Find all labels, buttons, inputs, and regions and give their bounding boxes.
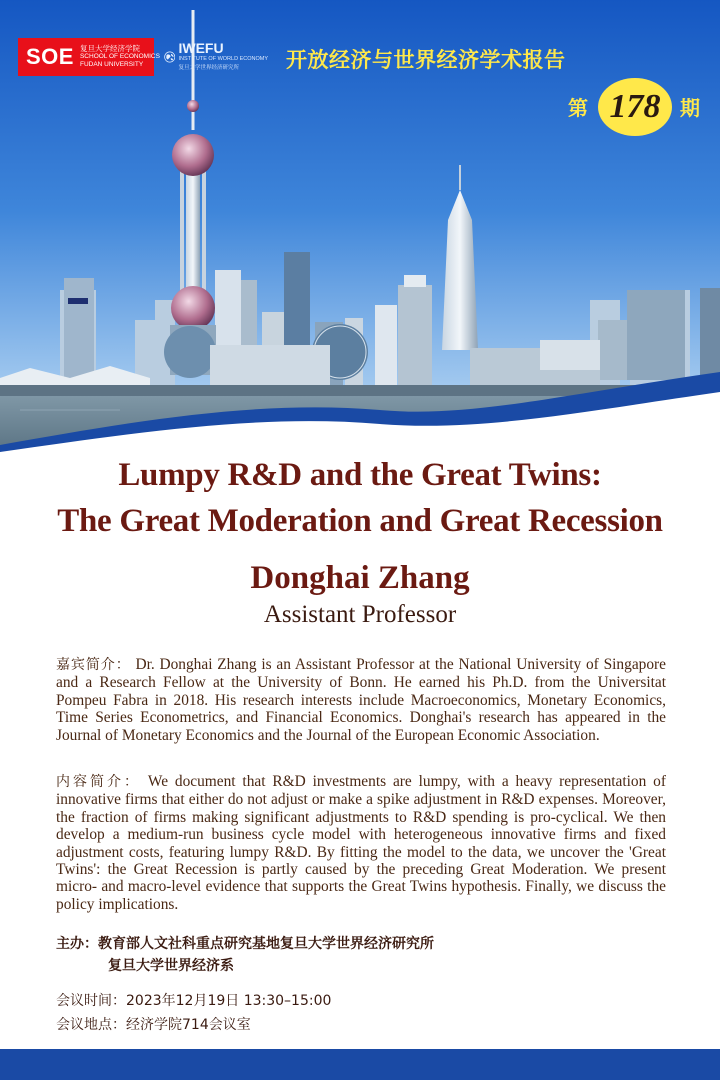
header-banner bbox=[0, 0, 720, 470]
talk-title-line-1: Lumpy R&D and the Great Twins: bbox=[118, 457, 602, 493]
venue-value: 经济学院714会议室 bbox=[126, 1017, 251, 1033]
host-organizer-2: 复旦大学世界经济系 bbox=[108, 958, 234, 974]
host-label: 主办： bbox=[56, 936, 98, 952]
talk-abstract bbox=[56, 773, 666, 913]
abstract-text: We document that R&D investments are lumpy, with a heavy representation of innovative firms that either do not adjust or make a spike adjustment in R&D expenses. Moreover, the fraction of firms making significant adjustments to R&D spending is pro-cyclical. We then develop a medium-run business cycle model with heterogeneous innovative firms and fixed adjustment costs, featuring lumpy R&D. By fitting the model to the data, we uncover the 'Great Twins': the Great Recession is partly caused by the preceding Great Moderation. We present micro- and macro-level evidence that supports the Great Twins hypothesis. Finally, we discuss the policy implications. bbox=[56, 773, 666, 913]
host-line-2 bbox=[108, 955, 234, 977]
soe-logo-subtitle: 复旦大学经济学院 SCHOOL OF ECONOMICS FUDAN UNIVERSITY bbox=[79, 44, 160, 68]
issue-badge bbox=[568, 78, 708, 138]
footer-bar bbox=[0, 1049, 720, 1080]
time-value: 2023年12月19日 13:30–15:00 bbox=[126, 993, 332, 1009]
meeting-time bbox=[56, 990, 331, 1012]
time-label: 会议时间： bbox=[56, 993, 126, 1009]
speaker-name: Donghai Zhang bbox=[250, 560, 470, 596]
iwefu-logo: IWEFU INSTITUTE OF WORLD ECONOMY 复旦大学世界经济研究所 bbox=[164, 34, 268, 80]
bio-text: Dr. Donghai Zhang is an Assistant Professor at the National University of Singapore and a Research Fellow at the University of Bonn. He earned his Ph.D. from the Universitat Pompeu Fabra in 2018. His research interests include Macroeconomics, Monetary Economics, Time Series Econometrics, and Financial Economics. Donghai's research has appeared in the Journal of Monetary Economics and the Journal of the European Economic Association. bbox=[56, 656, 666, 744]
issue-number: 178 bbox=[609, 88, 661, 125]
talk-title-line-2: The Great Moderation and Great Recession bbox=[57, 503, 663, 539]
speaker-bio bbox=[56, 656, 666, 744]
issue-number-circle bbox=[598, 78, 672, 136]
abstract-label: 内容简介： bbox=[56, 774, 142, 790]
issue-prefix: 第 bbox=[568, 96, 588, 120]
bio-label: 嘉宾简介： bbox=[56, 657, 131, 673]
globe-icon bbox=[164, 39, 175, 75]
issue-suffix: 期 bbox=[680, 96, 700, 120]
venue-label: 会议地点： bbox=[56, 1017, 126, 1033]
talk-title bbox=[0, 452, 720, 544]
soe-logo-mark: SOE bbox=[26, 44, 74, 69]
host-line-1 bbox=[56, 933, 434, 955]
host-organizer-1: 教育部人文社科重点研究基地复旦大学世界经济研究所 bbox=[98, 936, 434, 952]
speaker-role: Assistant Professor bbox=[263, 601, 457, 628]
series-title: 开放经济与世界经济学术报告 bbox=[286, 48, 566, 72]
soe-logo bbox=[18, 38, 160, 76]
meeting-venue bbox=[56, 1014, 251, 1036]
iwefu-logo-mark: IWEFU bbox=[178, 40, 224, 56]
